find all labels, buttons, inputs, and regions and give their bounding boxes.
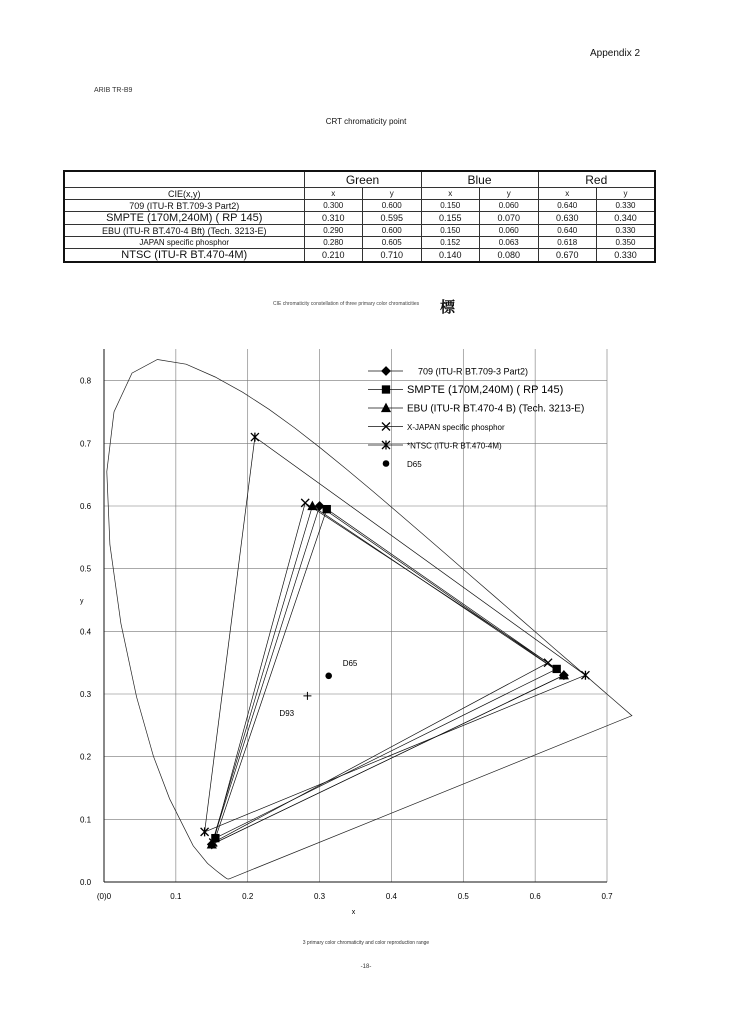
standard-name: 709 (ITU-R BT.709-3 Part2) — [64, 200, 304, 212]
x-tick-label: 0.1 — [170, 892, 182, 901]
spectral-locus-curve — [107, 360, 632, 880]
square-marker-icon — [553, 665, 560, 672]
y-tick-label: 0.1 — [80, 815, 92, 825]
sub-header: x — [538, 188, 597, 200]
standard-name: SMPTE (170M,240M) ( RP 145) — [64, 212, 304, 225]
chart-subtitle: CIE chromaticity constellation of three primary color chromaticities — [273, 301, 420, 307]
white-point-marker — [325, 673, 332, 680]
square-marker-icon — [383, 386, 390, 393]
table-cell: 0.600 — [363, 200, 422, 212]
y-tick-label: 0.7 — [80, 439, 92, 449]
table-cell: 0.070 — [480, 212, 539, 225]
x-tick-label: 0.3 — [314, 892, 326, 901]
plus-marker-icon — [303, 692, 311, 700]
table-cell: 0.605 — [363, 237, 422, 249]
table-cell: 0.290 — [304, 225, 363, 237]
standard-name: NTSC (ITU-R BT.470-4M) — [64, 249, 304, 263]
x-tick-label: (0)0 — [96, 892, 112, 901]
primary-point — [301, 499, 309, 507]
table-cell: 0.350 — [597, 237, 656, 249]
y-tick-label: 0.2 — [80, 752, 92, 762]
standard-name: JAPAN specific phosphor — [64, 237, 304, 249]
table-cell: 0.155 — [421, 212, 480, 225]
table-cell: 0.710 — [363, 249, 422, 263]
table-cell: 0.640 — [538, 225, 597, 237]
x-tick-label: 0.2 — [242, 892, 254, 901]
legend-label: SMPTE (170M,240M) ( RP 145) — [407, 384, 564, 396]
primary-point — [581, 671, 589, 680]
group-header: Blue — [421, 171, 538, 188]
star-marker-icon — [201, 827, 209, 836]
standard-name: EBU (ITU-R BT.470-4 Bft) (Tech. 3213-E) — [64, 225, 304, 237]
chart-grid — [104, 349, 607, 882]
sub-header: x — [421, 188, 480, 200]
x-axis-label: x — [351, 909, 356, 916]
table-cell: 0.330 — [597, 200, 656, 212]
table-title: CRT chromaticity point — [325, 117, 407, 126]
gamut-triangle — [213, 503, 548, 843]
star-marker-icon — [251, 433, 259, 442]
table-cell: 0.640 — [538, 200, 597, 212]
dot-marker-icon — [325, 673, 332, 680]
table-cell: 0.330 — [597, 249, 656, 263]
table-cell: 0.150 — [421, 200, 480, 212]
y-tick-label: 0.6 — [80, 502, 92, 511]
legend-label: *NTSC (ITU-R BT.470-4M) — [407, 441, 502, 451]
x-tick-label: 0.6 — [529, 892, 541, 901]
table-cell: 0.280 — [304, 237, 363, 249]
table-cell: 0.060 — [480, 225, 539, 237]
chart-legend — [368, 367, 584, 470]
legend-label: EBU (ITU-R BT.470-4 B) (Tech. 3213-E) — [407, 403, 585, 415]
y-tick-label: 0.8 — [80, 376, 92, 386]
primary-markers — [201, 433, 590, 849]
table-cell: 0.150 — [421, 225, 480, 237]
gamut-triangle — [212, 506, 564, 844]
table-cell: 0.210 — [304, 249, 363, 263]
page-number: -18- — [360, 964, 372, 970]
appendix-label: Appendix 2 — [590, 48, 641, 59]
x-tick-label: 0.7 — [601, 892, 613, 901]
chart-caption: 3 primary color chromaticity and color reproduction range — [302, 940, 430, 946]
tick-labels — [80, 377, 613, 916]
group-header: Green — [304, 171, 421, 188]
white-point-marker — [303, 692, 311, 700]
diamond-marker-icon — [382, 367, 390, 375]
sub-header: x — [304, 188, 363, 200]
legend-marker — [383, 386, 390, 393]
primary-point — [323, 506, 330, 513]
legend-marker — [383, 460, 390, 467]
x-marker-icon — [301, 499, 309, 507]
legend-label: 709 (ITU-R BT.709-3 Part2) — [418, 366, 529, 377]
table-cell: 0.600 — [363, 225, 422, 237]
table-cell: 0.618 — [538, 237, 597, 249]
square-marker-icon — [323, 506, 330, 513]
sub-header: y — [597, 188, 656, 200]
legend-marker — [382, 367, 390, 375]
doc-id: ARIB TR-B9 — [94, 87, 133, 94]
kanji-mark: 標 — [440, 298, 456, 316]
table-cell: 0.670 — [538, 249, 597, 263]
group-header: Red — [538, 171, 655, 188]
white-point-label: D65 — [342, 658, 358, 668]
table-cell: 0.630 — [538, 212, 597, 225]
white-points — [279, 659, 357, 718]
table-cell: 0.060 — [480, 200, 539, 212]
gamut-triangle — [205, 437, 586, 832]
table-cell: 0.300 — [304, 200, 363, 212]
table-cell: 0.152 — [421, 237, 480, 249]
table-cell: 0.080 — [480, 249, 539, 263]
chart-axes — [104, 349, 607, 882]
spectral-locus — [107, 360, 632, 880]
y-tick-label: 0.0 — [80, 878, 92, 887]
gamut-triangle — [215, 509, 556, 838]
gamut-triangles — [205, 437, 586, 844]
table-cell: 0.140 — [421, 249, 480, 263]
dot-marker-icon — [383, 460, 390, 467]
white-point-label: D93 — [279, 708, 295, 718]
table-cell: 0.595 — [363, 212, 422, 225]
sub-header: y — [480, 188, 539, 200]
table-cell: 0.063 — [480, 237, 539, 249]
primary-point — [251, 433, 259, 442]
legend-label: D65 — [407, 460, 422, 469]
y-tick-label: 0.3 — [80, 690, 92, 699]
legend-label: X-JAPAN specific phosphor — [407, 423, 505, 432]
sub-header: y — [363, 188, 422, 200]
y-axis-label: y — [80, 598, 84, 605]
x-tick-label: 0.4 — [385, 892, 397, 901]
table-cell: 0.310 — [304, 212, 363, 225]
primary-point — [201, 827, 209, 836]
y-tick-label: 0.4 — [80, 627, 92, 637]
primary-point — [553, 665, 560, 672]
y-tick-label: 0.5 — [80, 564, 92, 574]
table-cell: 0.330 — [597, 225, 656, 237]
table-cell: 0.340 — [597, 212, 656, 225]
row-header: CIE(x,y) — [64, 188, 304, 200]
star-marker-icon — [581, 671, 589, 680]
x-tick-label: 0.5 — [457, 892, 469, 901]
